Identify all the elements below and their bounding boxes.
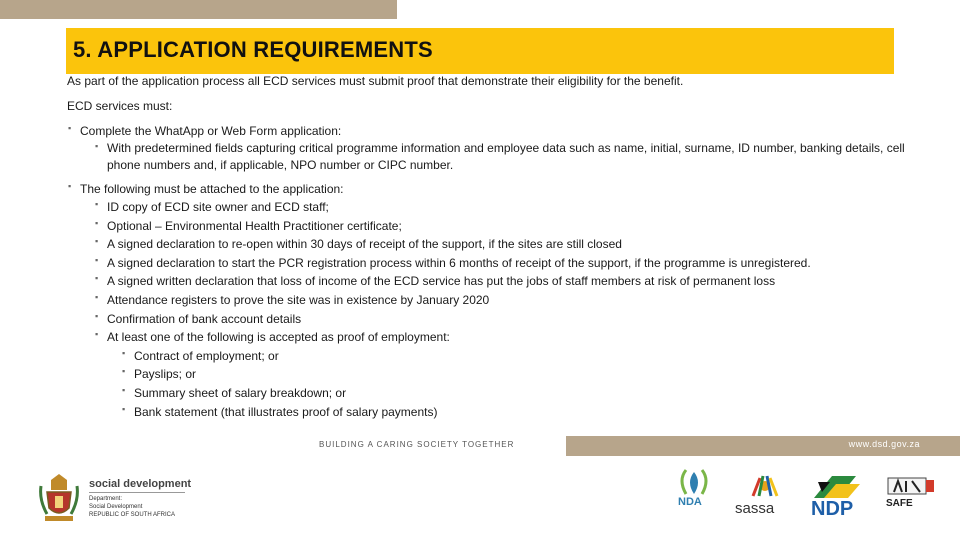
safe-label: SAFE — [886, 498, 913, 509]
list-item-text: ID copy of ECD site owner and ECD staff; — [107, 200, 329, 215]
title-band — [66, 28, 894, 74]
coat-of-arms-icon — [37, 470, 81, 524]
list-item-text: Optional – Environmental Health Practitioner certificate; — [107, 218, 402, 233]
list-item-text: A signed written declaration that loss of income of the ECD service has put the jobs of staff members at risk of permanent loss — [107, 274, 776, 289]
sd-dept-line: REPUBLIC OF SOUTH AFRICA — [89, 512, 176, 519]
sassa-label: sassa — [735, 500, 775, 517]
list-item — [80, 122, 907, 173]
sd-divider — [89, 492, 185, 493]
sd-dept-line: Department: — [89, 496, 123, 502]
list-item — [107, 328, 907, 421]
list-item — [107, 254, 907, 273]
list-item-text: Summary sheet of salary breakdown; or — [134, 386, 347, 401]
list-item — [107, 291, 907, 310]
sassa-logo — [733, 472, 797, 522]
list-item — [107, 140, 907, 173]
list-item — [107, 235, 907, 254]
top-accent-bar — [0, 0, 397, 19]
list-item — [107, 217, 907, 236]
footer-url-link[interactable]: www.dsd.gov.za — [848, 439, 920, 449]
ndp-label: NDP — [811, 498, 854, 520]
list-item-text: Bank statement (that illustrates proof of salary payments) — [134, 404, 438, 419]
social-development-logo — [37, 470, 197, 526]
list-item-text: The following must be attached to the application: — [80, 182, 344, 197]
sd-name: social development — [89, 478, 192, 490]
list-item-text: A signed declaration to re-open within 30 days of receipt of the support, if the sites are still closed — [107, 237, 622, 252]
list-item — [134, 347, 907, 366]
page-title: 5. APPLICATION REQUIREMENTS — [73, 37, 433, 62]
safe-logo — [876, 476, 940, 526]
nda-label: NDA — [678, 496, 702, 508]
list-item-text: Complete the WhatApp or Web Form application: — [80, 124, 342, 138]
must-label: ECD services must: — [67, 99, 173, 113]
sd-dept-line: Social Development — [89, 504, 143, 511]
list-item-text: Attendance registers to prove the site was in existence by January 2020 — [107, 293, 490, 308]
sub-list — [80, 198, 907, 421]
list-item-text: A signed declaration to start the PCR registration process within 6 months of receipt of the support, if the programme is unregistered. — [107, 255, 811, 270]
slide-body — [67, 72, 907, 428]
list-item — [134, 365, 907, 384]
list-item — [80, 180, 907, 421]
sub-sub-list — [107, 347, 907, 421]
list-item — [107, 198, 907, 217]
sd-department — [89, 495, 175, 519]
list-item-text: Contract of employment; or — [134, 348, 279, 363]
nda-emblem-icon — [672, 468, 716, 498]
footer-tagline: BUILDING A CARING SOCIETY TOGETHER — [319, 440, 515, 449]
requirements-list — [67, 122, 907, 421]
ndp-logo — [808, 470, 864, 524]
list-item — [107, 272, 907, 291]
list-item-text: Payslips; or — [134, 367, 197, 382]
ndp-flag-icon — [808, 470, 864, 500]
sassa-emblem-icon — [733, 472, 797, 500]
list-item — [134, 384, 907, 403]
safe-emblem-icon — [876, 476, 940, 500]
list-item-text: At least one of the following is accepted as proof of employment: — [107, 330, 450, 345]
footer-bar — [566, 436, 960, 456]
nda-logo — [672, 468, 716, 526]
list-item — [134, 403, 907, 422]
list-item — [107, 310, 907, 329]
list-item-text: With predetermined fields capturing critical programme information and employee data such as name, initial, surname, ID number, banking details, cell phone numbers and, if applicable, NPO number or CIPC number. — [107, 141, 905, 172]
list-item-text: Confirmation of bank account details — [107, 311, 302, 326]
intro-text: As part of the application process all ECD services must submit proof that demonstrate their eligibility for the benefit. — [67, 74, 684, 88]
sub-list — [80, 140, 907, 173]
